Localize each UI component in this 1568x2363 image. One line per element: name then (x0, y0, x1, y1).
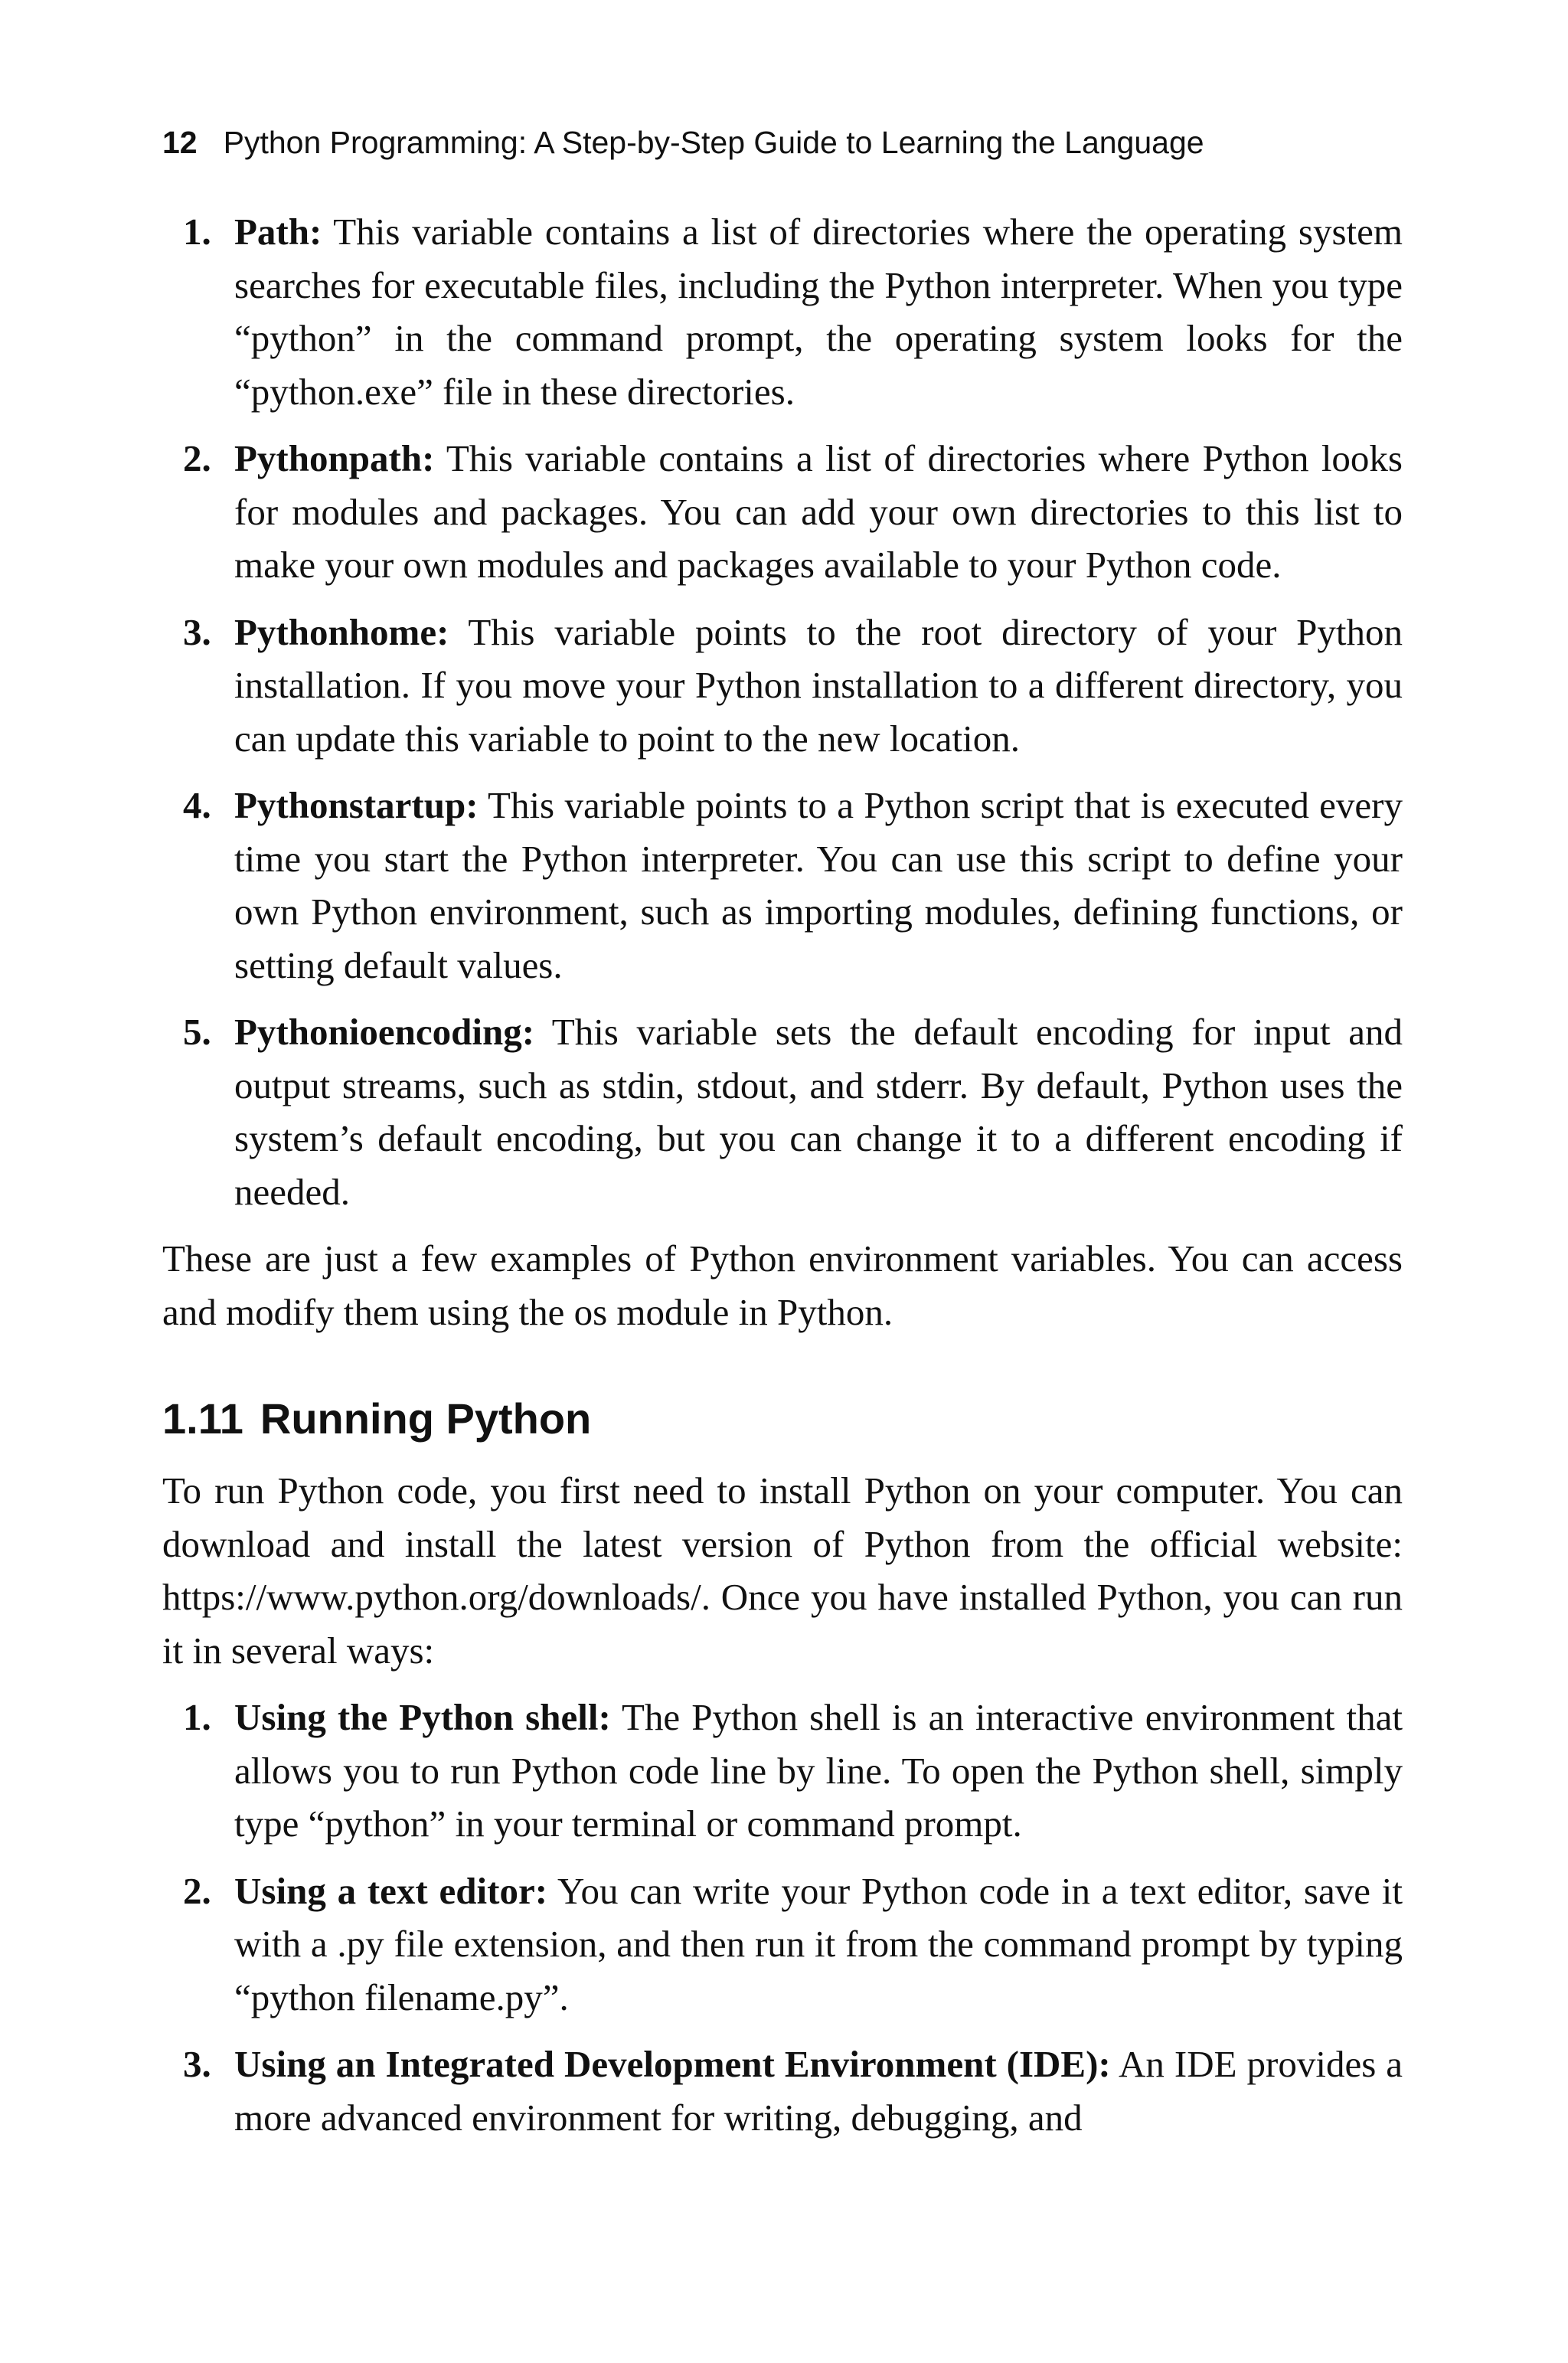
environment-variables-list (162, 205, 1403, 1218)
list-item-number: 1. (183, 1696, 211, 1738)
run-methods-list (162, 1691, 1403, 2144)
list-item-number: 4. (183, 784, 211, 826)
list-item-text: This variable contains a list of directories where Python looks for modules and packages. You can add your own directories to this list to make your own modules and packages available to your Python code. (234, 437, 1403, 586)
list-item-text: This variable sets the default encoding for input and output streams, such as stdin, stdout, and stderr. By default, Python uses the system’s default encoding, but you can change it to a different encoding if needed. (234, 1011, 1403, 1213)
list-item (162, 205, 1403, 418)
list-item-term: Using an Integrated Development Environment (IDE): (234, 2043, 1111, 2085)
section-intro-paragraph: To run Python code, you first need to install Python on your computer. You can download and install the latest version of Python from the official website: https://www.python.org/downloads/. Once you have installed Python, you can run it in several ways: (162, 1469, 1403, 1672)
list-item-term: Pythonhome: (234, 610, 449, 653)
section-heading (162, 1392, 1403, 1446)
list-item (162, 2038, 1403, 2144)
list-item-text: An IDE provides a more advanced environment for writing, debugging, and (234, 2043, 1403, 2139)
list-item (162, 1865, 1403, 2025)
list-item-term: Using the Python shell: (234, 1696, 611, 1738)
list-item-term: Path: (234, 211, 322, 253)
list-item-number: 5. (183, 1011, 211, 1053)
list-item-number: 3. (183, 610, 211, 653)
section-title: Running Python (260, 1394, 592, 1443)
list-item-term: Pythonpath: (234, 437, 435, 479)
book-page (162, 123, 1403, 2158)
list-item-number: 2. (183, 1869, 211, 1912)
section-number: 1.11 (162, 1394, 243, 1443)
list-item (162, 779, 1403, 992)
list-item-term: Pythonioencoding: (234, 1011, 535, 1053)
list-item-text: You can write your Python code in a text editor, save it with a .py file extension, and then run it from the command prompt by typing “python filename.py”. (234, 1869, 1403, 2018)
list-item-text: The Python shell is an interactive environment that allows you to run Python code line by line. To open the Python shell, simply type “python” in your terminal or command prompt. (234, 1696, 1403, 1845)
list-item-term: Using a text editor: (234, 1869, 548, 1912)
page-number: 12 (162, 125, 198, 160)
list-item-number: 3. (183, 2043, 211, 2085)
list-item (162, 432, 1403, 592)
list-item-text: This variable points to a Python script that is executed every time you start the Python interpreter. You can use this script to define your own Python environment, such as importing modules, defining functions, or setting default values. (234, 784, 1403, 986)
list-item (162, 606, 1403, 766)
list-item (162, 1691, 1403, 1851)
list-item-number: 1. (183, 211, 211, 253)
running-header (162, 123, 1403, 162)
list-item-number: 2. (183, 437, 211, 479)
list-item-text: This variable points to the root directory of your Python installation. If you move your Python installation to a different directory, you can update this variable to point to the new location. (234, 610, 1403, 760)
summary-paragraph: These are just a few examples of Python environment variables. You can access and modify them using the os module in Python. (162, 1237, 1403, 1333)
list-item (162, 1005, 1403, 1218)
book-title: Python Programming: A Step-by-Step Guide to Learning the Language (223, 125, 1204, 160)
list-item-term: Pythonstartup: (234, 784, 479, 826)
list-item-text: This variable contains a list of directories where the operating system searches for executable files, including the Python interpreter. When you type “python” in the command prompt, the operating system looks for the “python.exe” file in these directories. (234, 211, 1403, 413)
page-body (162, 205, 1403, 2144)
